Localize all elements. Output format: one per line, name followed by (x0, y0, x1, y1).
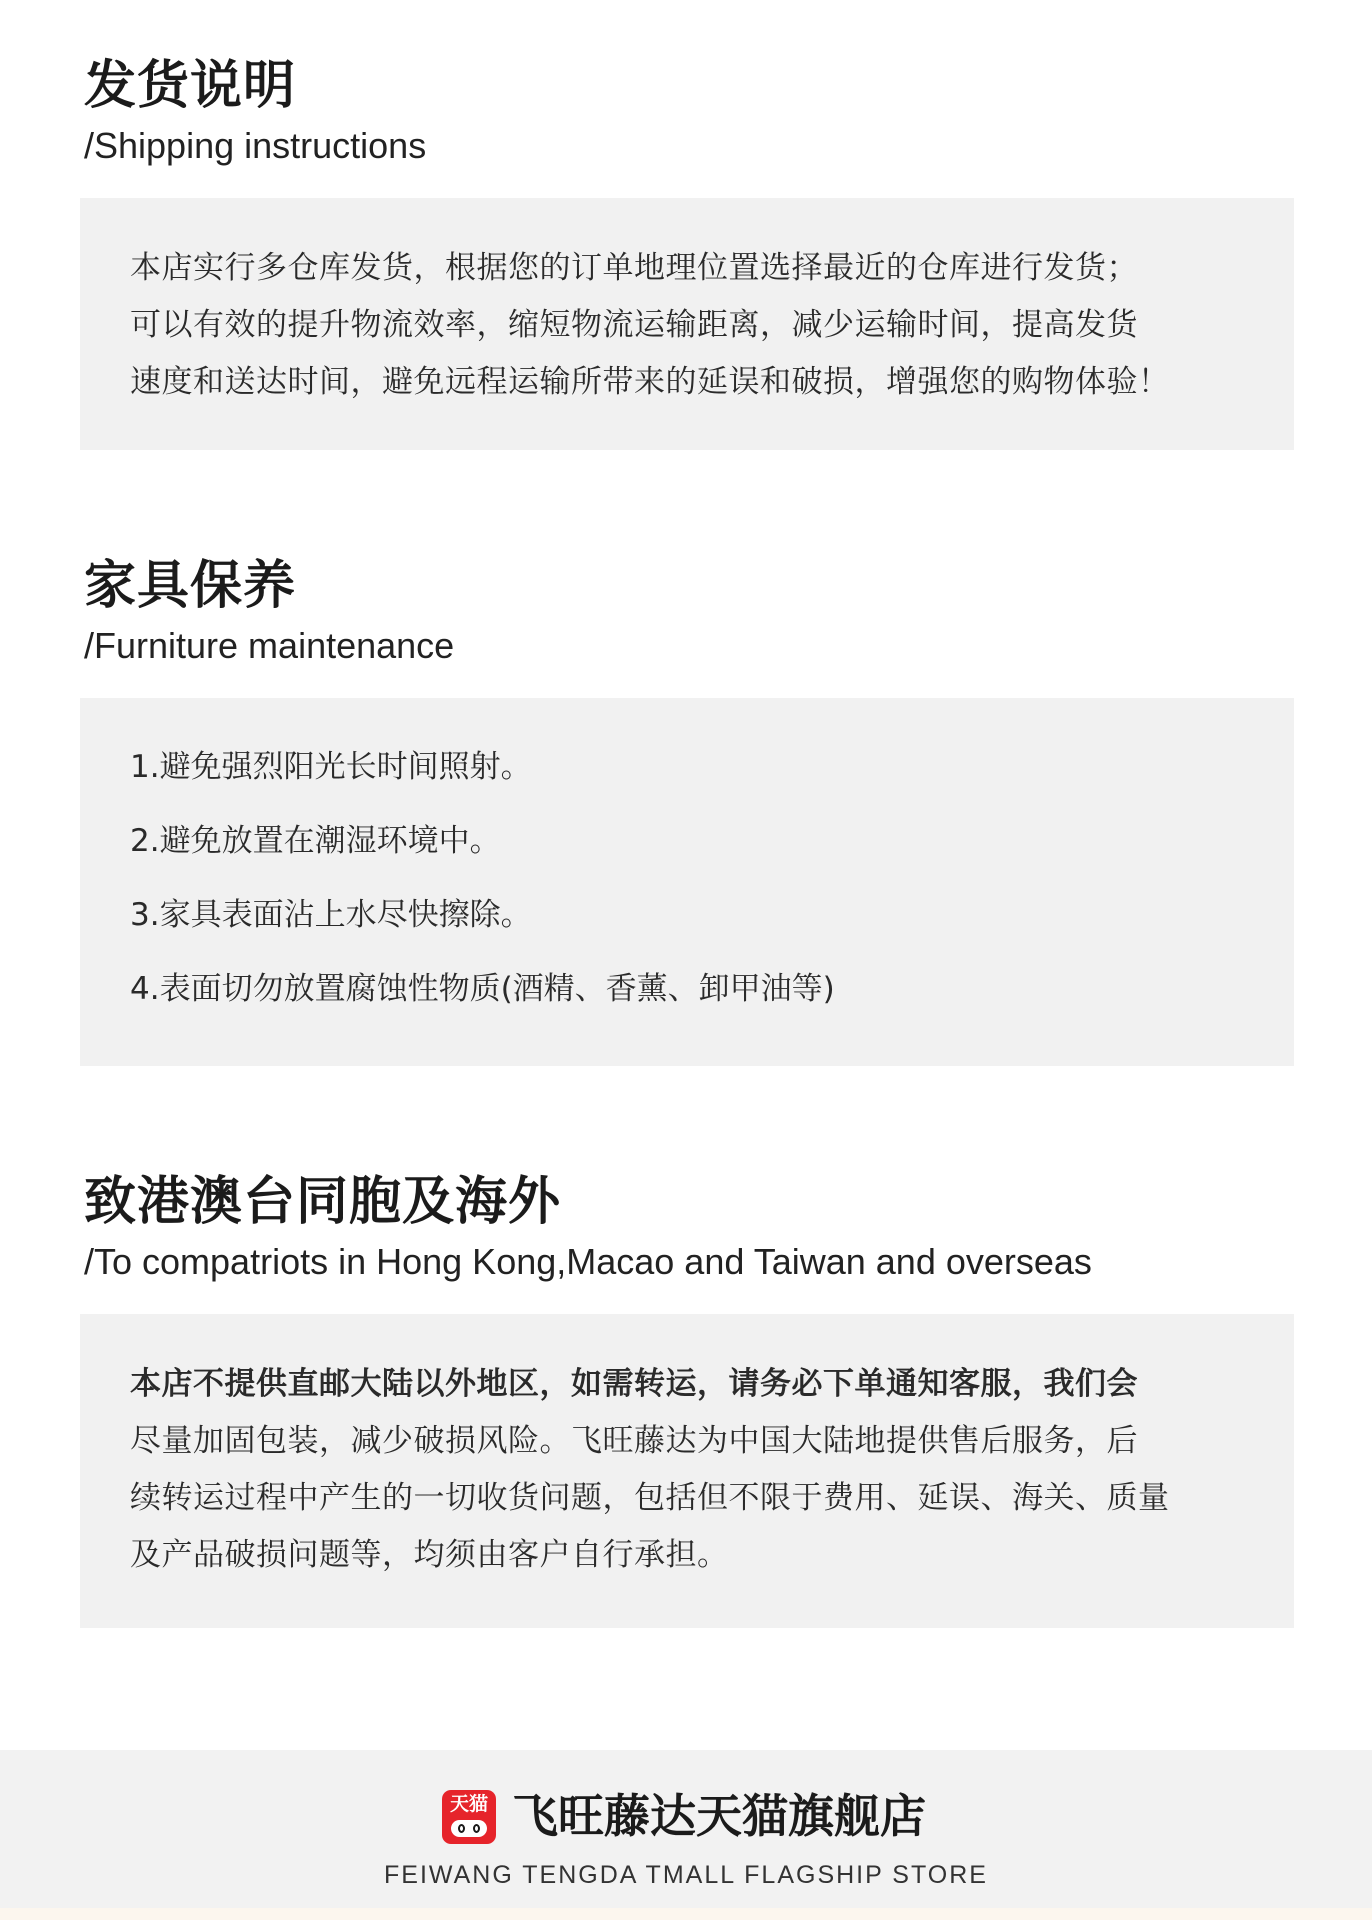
overseas-line: 续转运过程中产生的一切收货问题，包括但不限于费用、延误、海关、质量 (130, 1480, 1170, 1516)
store-footer (0, 1750, 1372, 1908)
overseas-line: 本店不提供直邮大陆以外地区，如需转运，请务必下单通知客服，我们会 (130, 1366, 1138, 1402)
maintenance-title: 家具保养 (84, 556, 297, 616)
logo-text: 天猫 (449, 1793, 488, 1815)
list-item: 2.避免放置在潮湿环境中。 (130, 823, 501, 859)
shipping-panel (80, 198, 1294, 450)
overseas-title: 致港澳台同胞及海外 (84, 1172, 562, 1232)
overseas-subtitle: /To compatriots in Hong Kong,Macao and Taiwan and overseas (84, 1241, 1092, 1282)
shipping-line: 本店实行多仓库发货，根据您的订单地理位置选择最近的仓库进行发货； (130, 250, 1138, 286)
shipping-text (130, 240, 1260, 411)
list-item: 4.表面切勿放置腐蚀性物质(酒精、香薰、卸甲油等) (130, 971, 835, 1007)
overseas-line: 尽量加固包装，减少破损风险。飞旺藤达为中国大陆地提供售后服务，后 (130, 1423, 1138, 1459)
list-item: 3.家具表面沾上水尽快擦除。 (130, 897, 532, 933)
shipping-line: 可以有效的提升物流效率，缩短物流运输距离，减少运输时间，提高发货 (130, 307, 1138, 343)
shipping-line: 速度和送达时间，避免远程运输所带来的延误和破损，增强您的购物体验！ (130, 364, 1170, 400)
tmall-logo-icon (442, 1790, 496, 1844)
overseas-text (130, 1356, 1260, 1584)
shipping-subtitle: /Shipping instructions (84, 125, 427, 166)
maintenance-panel (80, 698, 1294, 1066)
store-name: 飞旺藤达天猫旗舰店 (512, 1789, 926, 1843)
cat-face-icon (451, 1820, 487, 1837)
overseas-line: 及产品破损问题等，均须由客户自行承担。 (130, 1537, 729, 1573)
store-name-en: FEIWANG TENGDA TMALL FLAGSHIP STORE (384, 1861, 988, 1889)
footer-bottom-strip (0, 1908, 1372, 1920)
maintenance-list (130, 730, 1260, 1026)
overseas-panel (80, 1314, 1294, 1628)
maintenance-subtitle: /Furniture maintenance (84, 625, 455, 666)
shipping-title: 发货说明 (84, 56, 297, 116)
list-item: 1.避免强烈阳光长时间照射。 (130, 749, 532, 785)
